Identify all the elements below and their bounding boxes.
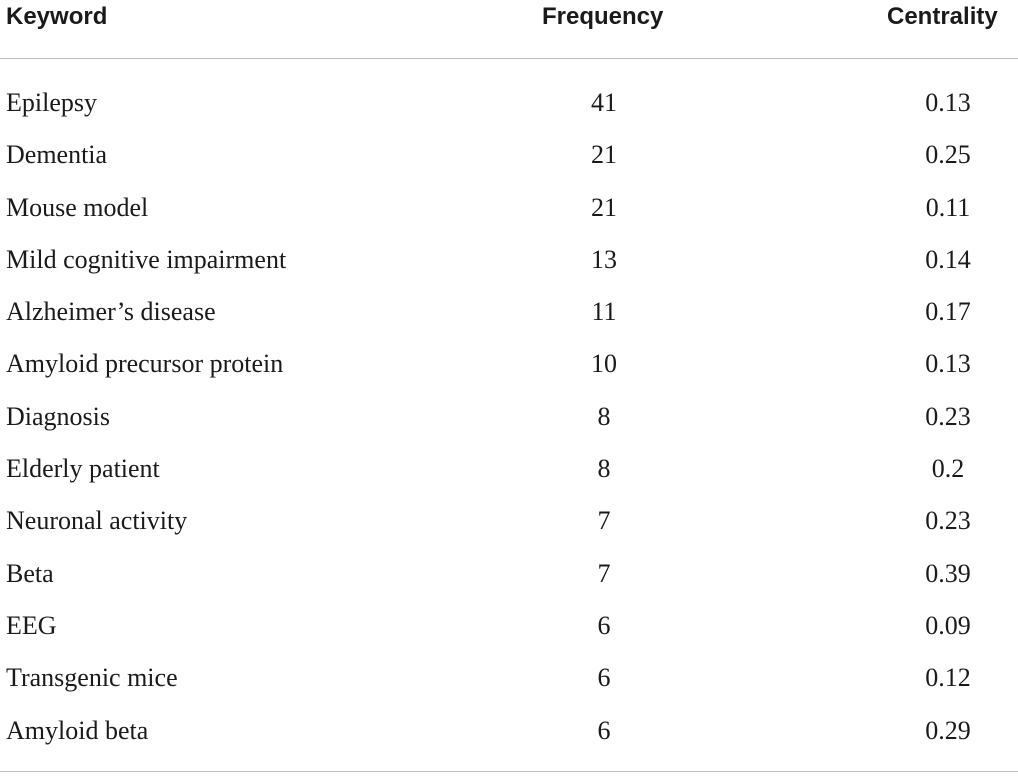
table-row [0,391,1018,443]
table-row [0,182,1018,234]
centrality-cell: 0.23 [925,506,971,536]
keyword-cell: Neuronal activity [6,506,188,536]
table-row [0,705,1018,757]
table-body [0,77,1018,757]
frequency-cell: 8 [597,454,611,484]
frequency-cell: 13 [591,244,617,274]
centrality-cell: 0.13 [925,349,971,379]
table-row [0,652,1018,704]
header-centrality: Centrality [887,3,998,30]
table-bottom-rule [0,771,1018,772]
table-row [0,548,1018,600]
centrality-cell: 0.29 [925,715,971,745]
table-row [0,77,1018,129]
centrality-cell: 0.17 [925,297,971,327]
centrality-cell: 0.13 [925,88,971,117]
keyword-cell: Dementia [6,140,108,170]
centrality-cell: 0.09 [925,610,971,640]
frequency-cell: 8 [597,401,611,431]
keyword-cell: EEG [6,610,57,640]
frequency-cell: 7 [597,506,611,536]
centrality-cell: 0.14 [925,244,971,274]
centrality-cell: 0.39 [925,558,971,588]
table-row [0,129,1018,181]
table-header [0,0,1018,59]
keyword-cell: Mouse model [6,192,149,222]
table-row [0,286,1018,338]
table-row [0,495,1018,547]
centrality-cell: 0.23 [925,401,971,431]
centrality-cell: 0.2 [931,454,965,484]
frequency-cell: 7 [597,558,611,588]
table-row [0,338,1018,390]
keyword-cell: Epilepsy [6,88,97,117]
keyword-cell: Mild cognitive impairment [6,244,287,274]
table-row [0,600,1018,652]
header-keyword: Keyword [6,3,108,30]
centrality-cell: 0.11 [925,192,971,222]
table-row [0,443,1018,495]
table-row [0,234,1018,286]
frequency-cell: 6 [597,715,611,745]
frequency-cell: 21 [591,140,617,170]
keyword-cell: Amyloid beta [6,715,149,745]
frequency-cell: 11 [591,297,617,327]
header-frequency: Frequency [542,3,664,30]
frequency-cell: 21 [591,192,617,222]
frequency-cell: 41 [591,88,617,117]
centrality-cell: 0.12 [925,663,971,693]
keyword-cell: Beta [6,558,54,588]
keyword-cell: Transgenic mice [6,663,178,693]
keyword-cell: Diagnosis [6,401,110,431]
frequency-cell: 6 [597,610,611,640]
keyword-cell: Amyloid precursor protein [6,349,284,379]
frequency-cell: 10 [591,349,617,379]
keyword-cell: Alzheimer’s disease [6,297,216,327]
centrality-cell: 0.25 [925,140,971,170]
frequency-cell: 6 [597,663,611,693]
keyword-cell: Elderly patient [6,454,160,484]
